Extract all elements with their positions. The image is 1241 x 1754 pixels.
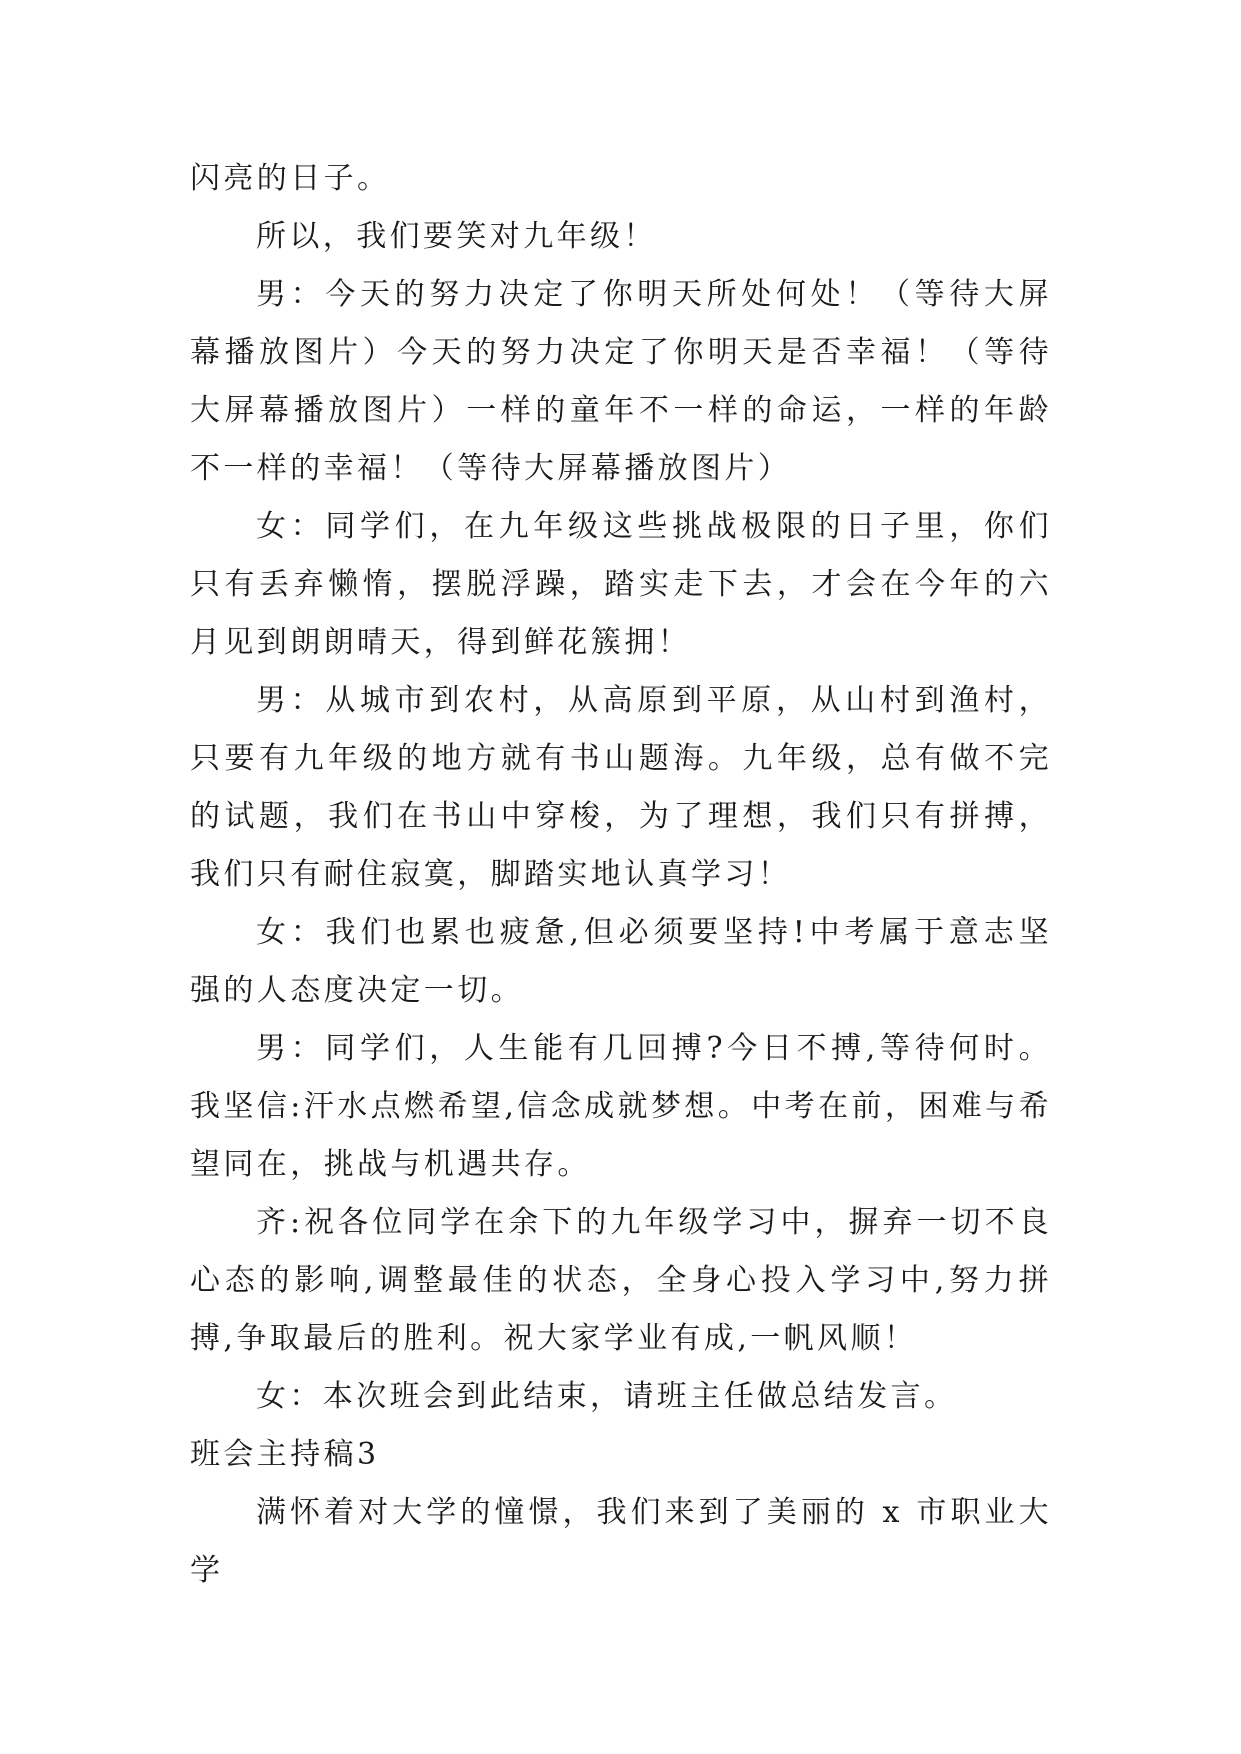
paragraph-7: 男：同学们，人生能有几回搏?今日不搏,等待何时。我坚信:汗水点燃希望,信念成就梦想。中考在前，困难与希望同在，挑战与机遇共存。: [190, 1031, 1052, 1182]
section-heading: 班会主持稿3: [190, 1437, 380, 1472]
paragraph-4: 女：同学们，在九年级这些挑战极限的日子里，你们只有丢弃懒惰，摆脱浮躁，踏实走下去，才会在今年的六月见到朗朗晴天，得到鲜花簇拥！: [190, 509, 1052, 660]
paragraph-9: 女：本次班会到此结束，请班主任做总结发言。: [256, 1379, 958, 1414]
paragraph-6: 女：我们也累也疲惫,但必须要坚持!中考属于意志坚强的人态度决定一切。: [190, 915, 1052, 1008]
closing-paragraph: 满怀着对大学的憧憬，我们来到了美丽的 x 市职业大学: [190, 1495, 1052, 1588]
paragraph-1: 闪亮的日子。: [190, 161, 391, 196]
document-page: [190, 150, 1052, 1600]
paragraph-2: 所以，我们要笑对九年级！: [256, 219, 657, 254]
paragraph-8: 齐:祝各位同学在余下的九年级学习中，摒弃一切不良心态的影响,调整最佳的状态，全身心投入学习中,努力拼搏,争取最后的胜利。祝大家学业有成,一帆风顺！: [190, 1205, 1052, 1356]
paragraph-5: 男：从城市到农村，从高原到平原，从山村到渔村，只要有九年级的地方就有书山题海。九年级，总有做不完的试题，我们在书山中穿梭，为了理想，我们只有拼搏，我们只有耐住寂寞，脚踏实地认真学习！: [190, 683, 1052, 892]
paragraph-3: 男：今天的努力决定了你明天所处何处！（等待大屏幕播放图片）今天的努力决定了你明天是否幸福！（等待大屏幕播放图片）一样的童年不一样的命运，一样的年龄不一样的幸福！（等待大屏幕播放图片）: [190, 277, 1052, 486]
